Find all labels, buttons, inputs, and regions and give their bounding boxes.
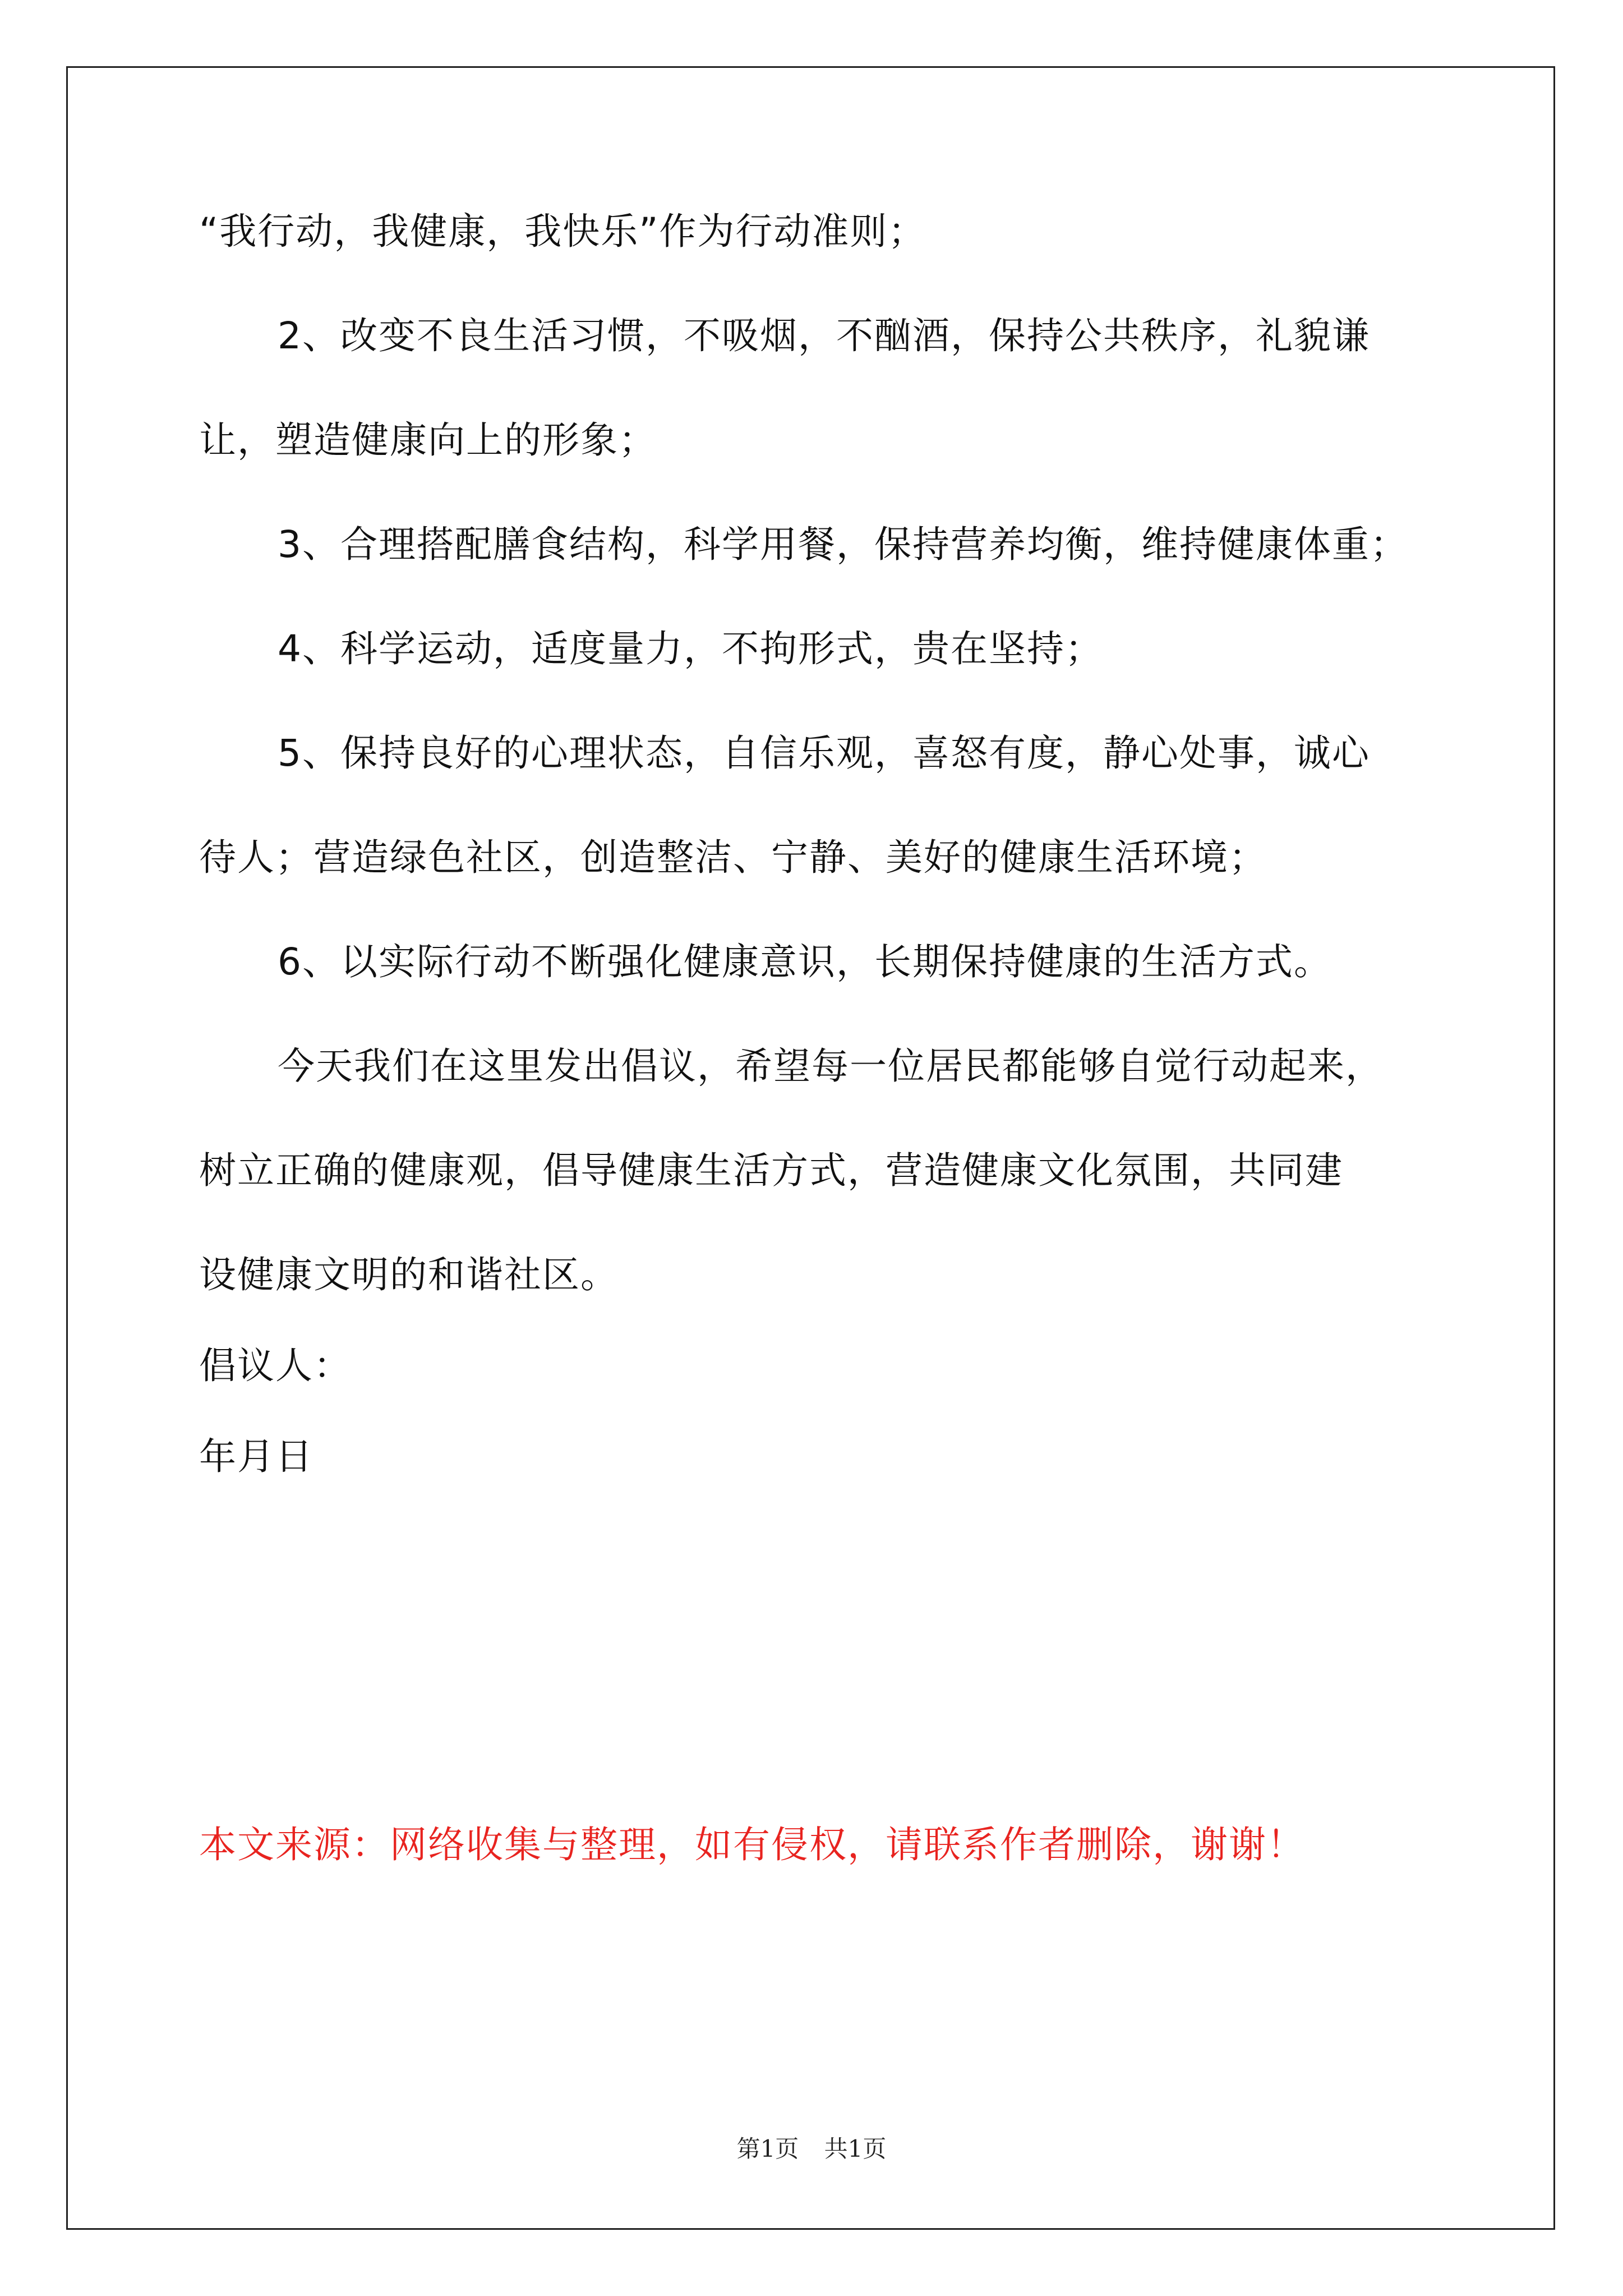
initiator-label: 倡议人： (199, 1344, 352, 1387)
document-body (199, 210, 1433, 1529)
paragraph-line: 6、以实际行动不断强化健康意识，长期保持健康的生活方式。 (278, 940, 1332, 983)
page-current: 第1页 (736, 2135, 799, 2162)
source-note: 本文来源：网络收集与整理，如有侵权，请联系作者删除，谢谢！ (199, 1823, 1305, 1866)
paragraph-line: “我行动，我健康，我快乐”作为行动准则； (199, 210, 926, 253)
paragraph-line: 待人；营造绿色社区，创造整洁、宁静、美好的健康生活环境； (199, 836, 1267, 879)
page-footer (0, 2131, 1623, 2164)
paragraph-line: 树立正确的健康观，倡导健康生活方式，营造健康文化氛围，共同建 (199, 1149, 1343, 1192)
paragraph-line: 5、保持良好的心理状态，自信乐观，喜怒有度，静心处事，诚心 (278, 731, 1370, 775)
paragraph-line: 今天我们在这里发出倡议，希望每一位居民都能够自觉行动起来， (278, 1045, 1384, 1088)
paragraph-line: 让，塑造健康向上的形象； (199, 418, 657, 462)
paragraph-line: 4、科学运动，适度量力，不拘形式，贵在坚持； (278, 627, 1103, 670)
page-total: 共1页 (824, 2135, 887, 2162)
paragraph-line: 2、改变不良生活习惯，不吸烟，不酗酒，保持公共秩序，礼貌谦 (278, 314, 1370, 357)
date-label: 年月日 (199, 1435, 313, 1478)
paragraph-line: 3、合理搭配膳食结构，科学用餐，保持营养均衡，维持健康体重； (278, 523, 1408, 566)
paragraph-line: 设健康文明的和谐社区。 (199, 1253, 619, 1296)
